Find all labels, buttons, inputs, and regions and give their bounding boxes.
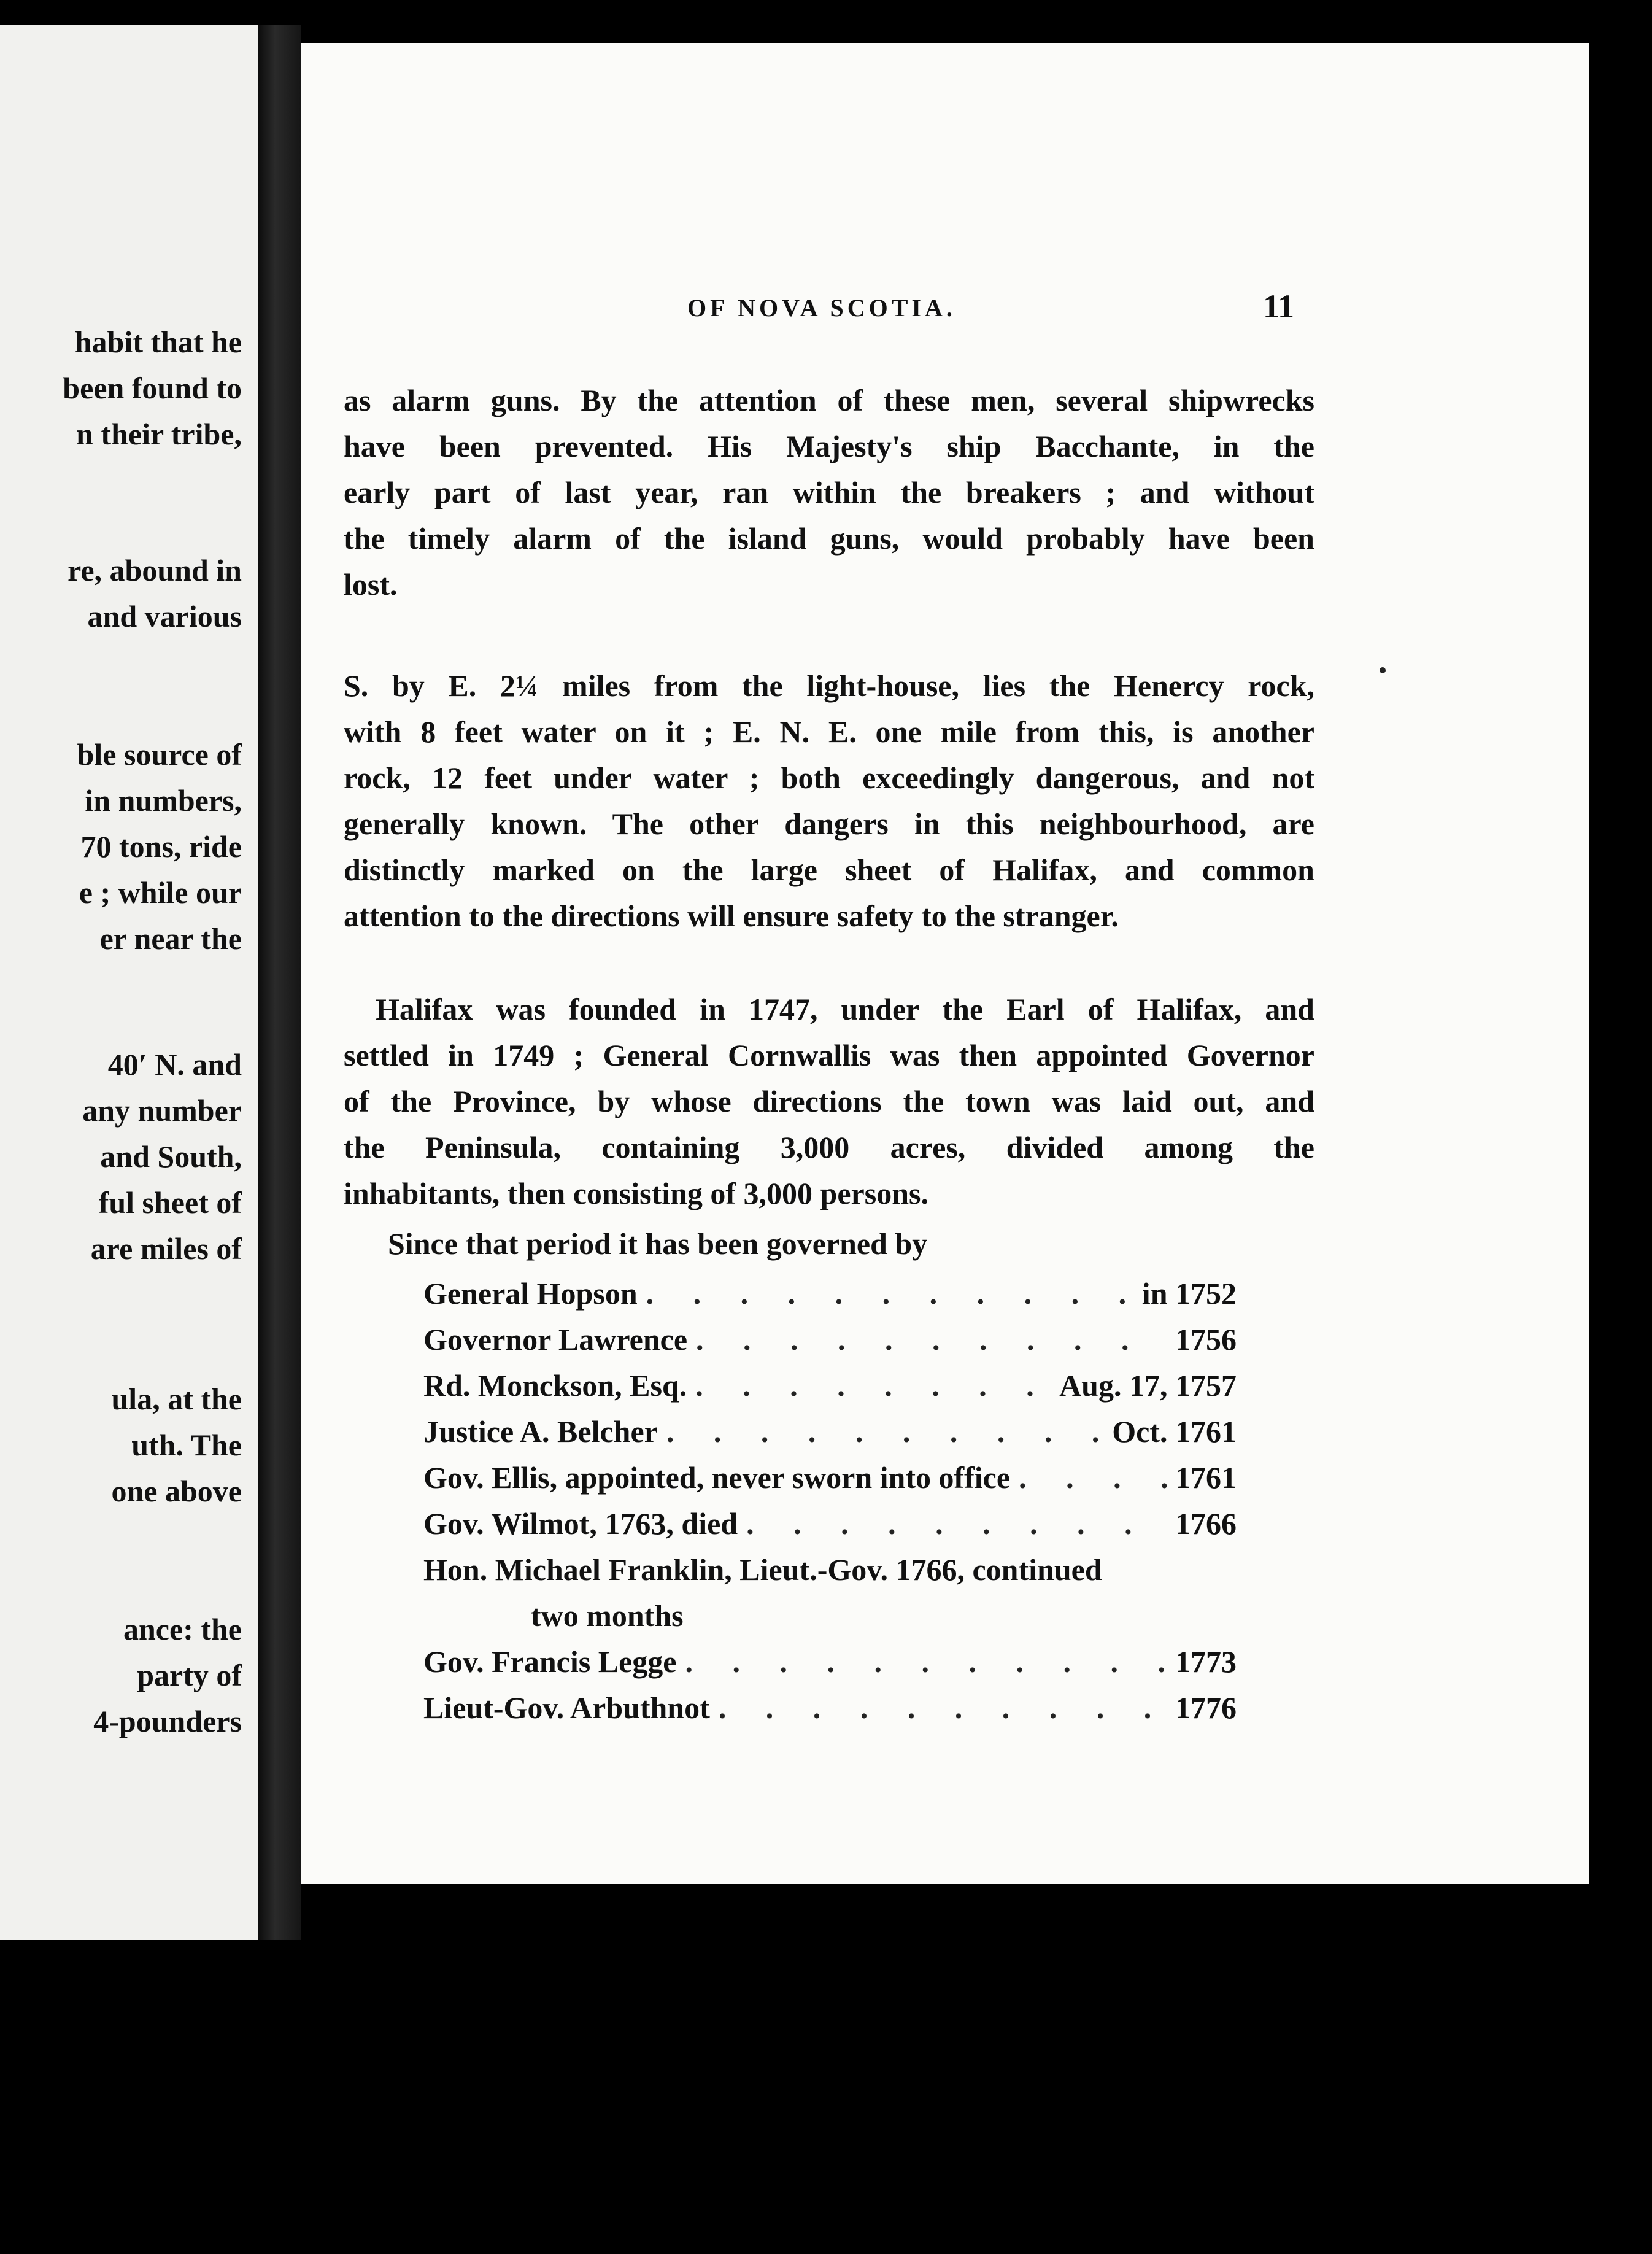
book-spine [258,25,301,1940]
text-line: the Peninsula, containing 3,000 acres, divided among the [344,1130,1314,1164]
text-line: lost. [344,567,398,602]
dot-leader [646,1271,1133,1317]
paragraph-henercy-rock [344,663,1314,939]
facing-line: and South, [100,1139,242,1174]
governor-entry [423,1271,1237,1317]
facing-line: are miles of [90,1231,242,1266]
facing-line: e ; while our [79,875,242,910]
governor-name: Governor Lawrence [423,1322,688,1357]
governor-entry [423,1363,1237,1409]
dot-leader [696,1317,1167,1363]
governor-name: Rd. Monckson, Esq. [423,1368,687,1403]
facing-line: habit that he [74,325,242,359]
facing-line: ble source of [77,737,242,772]
facing-line: 4-pounders [93,1704,242,1738]
governor-entry [423,1639,1237,1685]
dot-leader [666,1409,1103,1455]
text-line: of the Province, by whose directions the town was laid out, and [344,1084,1314,1118]
facing-line: uth. The [131,1428,242,1462]
facing-line: and various [87,599,242,633]
facing-line: party of [137,1658,242,1692]
governor-name: Hon. Michael Franklin, Lieut.-Gov. 1766, continued [423,1552,1102,1587]
facing-line: been found to [63,371,242,405]
governor-date: Aug. 17, 1757 [1059,1368,1237,1403]
governor-name: Gov. Wilmot, 1763, died [423,1506,738,1541]
facing-line: in numbers, [85,783,242,818]
text-line: with 8 feet water on it ; E. N. E. one mile from this, is another [344,715,1314,749]
text-line: S. by E. 2¼ miles from the light-house, lies the Henercy rock, [344,668,1314,703]
governor-name: Gov. Francis Legge [423,1644,677,1679]
governor-name: Lieut-Gov. Arbuthnot [423,1690,710,1725]
governor-entry [423,1409,1237,1455]
facing-line: one above [111,1474,242,1508]
dot-leader [695,1363,1051,1409]
running-header: OF NOVA SCOTIA. [687,294,956,322]
text-line: distinctly marked on the large sheet of Halifax, and common [344,853,1314,887]
paragraph-halifax-founding [344,986,1314,1217]
ink-speck [1380,667,1386,673]
facing-line: 40′ N. and [107,1047,242,1082]
text-line: rock, 12 feet under water ; both exceedingly dangerous, and not [344,761,1314,795]
dot-leader [746,1501,1167,1547]
text-line: as alarm guns. By the attention of these men, several shipwrecks [344,383,1314,417]
dot-leader [719,1685,1167,1731]
text-line: the timely alarm of the island guns, would probably have been [344,521,1314,556]
text-line: attention to the directions will ensure safety to the stranger. [344,899,1119,933]
facing-line: n their tribe, [76,417,242,451]
governor-name: Justice A. Belcher [423,1414,658,1449]
governor-date: 1773 [1175,1644,1237,1679]
governor-entry [423,1317,1237,1363]
governor-entry [423,1547,1237,1593]
governors-list [423,1271,1237,1731]
text-line: Halifax was founded in 1747, under the Earl of Halifax, and [376,992,1314,1026]
text-line: inhabitants, then consisting of 3,000 persons. [344,1176,928,1210]
governor-name: Gov. Ellis, appointed, never sworn into office [423,1460,1011,1495]
facing-line: ance: the [123,1612,242,1646]
governor-date: Oct. 1761 [1112,1414,1237,1449]
governor-name: General Hopson [423,1276,638,1311]
governor-date: 1761 [1175,1460,1237,1495]
governors-intro: Since that period it has been governed by [388,1226,928,1261]
text-line: early part of last year, ran within the breakers ; and without [344,475,1314,509]
governor-date: 1776 [1175,1690,1237,1725]
governor-date: 1756 [1175,1322,1237,1357]
facing-line: ula, at the [111,1382,242,1416]
dot-leader [685,1639,1167,1685]
text-line: settled in 1749 ; General Cornwallis was then appointed Governor [344,1038,1314,1072]
dot-leader [1019,1455,1167,1501]
facing-line: re, abound in [68,553,242,587]
facing-line: 70 tons, ride [80,829,242,864]
text-line: have been prevented. His Majesty's ship Bacchante, in the [344,429,1314,463]
governor-continuation: two months [531,1598,684,1633]
facing-line: any number [82,1093,242,1128]
book-page [301,43,1589,1884]
governor-entry [423,1685,1237,1731]
facing-page-fragment [0,25,258,1940]
page-number: 11 [1263,288,1295,325]
governor-date: 1766 [1175,1506,1237,1541]
paragraph-alarm-guns [344,378,1314,608]
governor-entry [423,1501,1237,1547]
facing-line: er near the [99,921,242,956]
text-line: generally known. The other dangers in this neighbourhood, are [344,807,1314,841]
governor-entry [423,1455,1237,1501]
governor-date: in 1752 [1141,1276,1237,1311]
facing-line: ful sheet of [98,1185,242,1220]
